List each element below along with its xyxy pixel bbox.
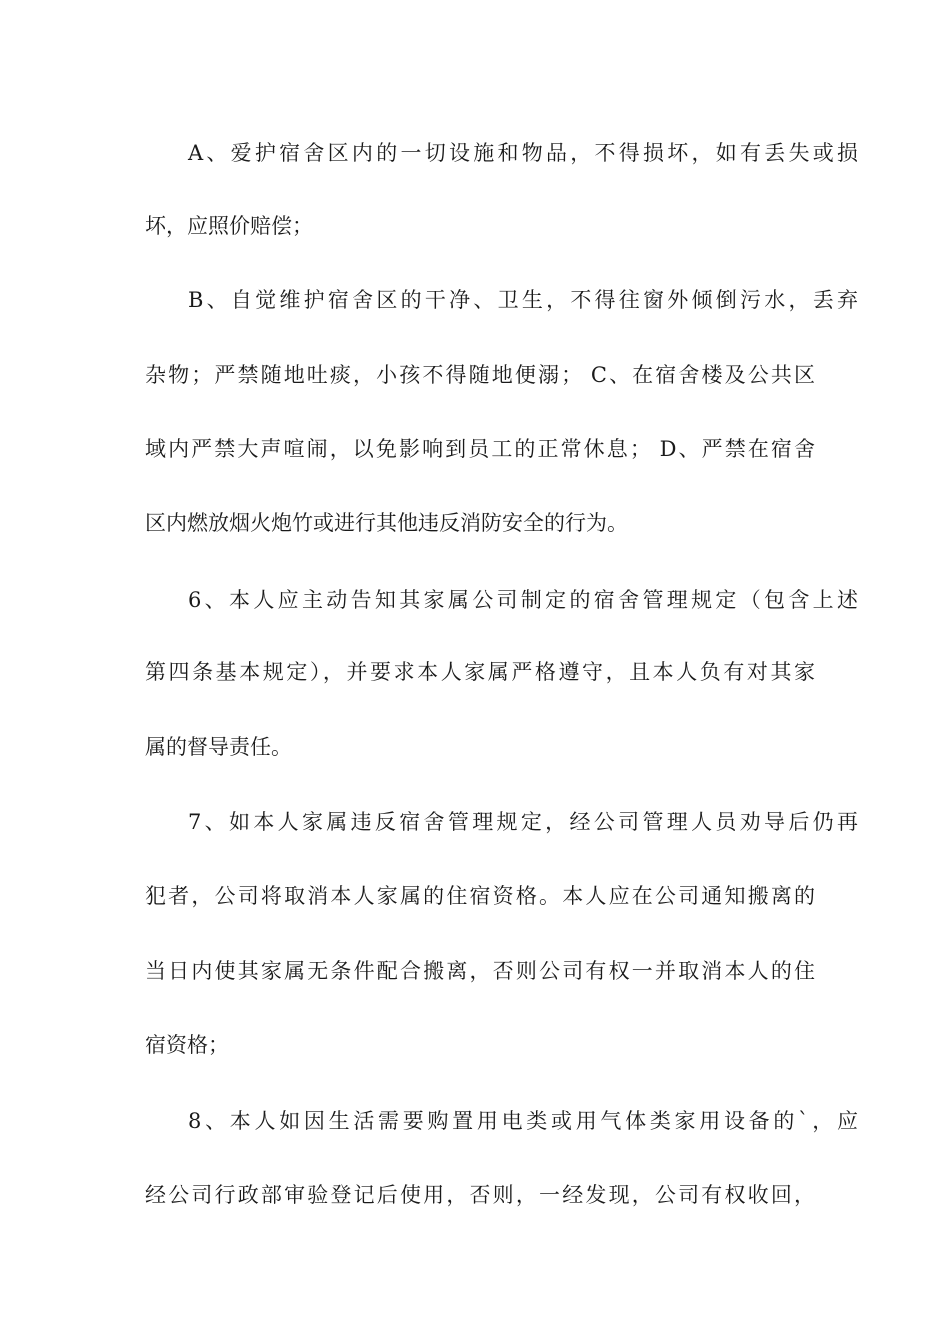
text-line: 属的督导责任。 — [145, 735, 292, 759]
text-line: A、爱护宿舍区内的一切设施和物品，不得损坏，如有丢失或损 — [188, 141, 858, 165]
text-line: B、自觉维护宿舍区的干净、卫生，不得往窗外倾倒污水，丢弃 — [188, 288, 858, 312]
text-line: 经公司行政部审验登记后使用，否则，一经发现，公司有权收回， — [145, 1183, 815, 1207]
text-line: 区内燃放烟火炮竹或进行其他违反消防安全的行为。 — [145, 511, 628, 535]
text-line: 当日内使其家属无条件配合搬离，否则公司有权一并取消本人的住 — [145, 959, 815, 983]
text-line: 宿资格； — [145, 1033, 229, 1057]
text-line: 7、如本人家属违反宿舍管理规定，经公司管理人员劝导后仍再 — [188, 810, 858, 834]
text-line: 6、本人应主动告知其家属公司制定的宿舍管理规定（包含上述 — [188, 588, 858, 612]
text-line: 杂物；严禁随地吐痰，小孩不得随地便溺； C、在宿舍楼及公共区 — [145, 363, 815, 387]
text-line: 犯者，公司将取消本人家属的住宿资格。本人应在公司通知搬离的 — [145, 884, 815, 908]
text-line: 坏，应照价赔偿； — [145, 214, 313, 238]
text-line: 域内严禁大声喧闹，以免影响到员工的正常休息； D、严禁在宿舍 — [145, 437, 815, 461]
text-line: 第四条基本规定），并要求本人家属严格遵守，且本人负有对其家 — [145, 660, 815, 684]
text-line: 8、本人如因生活需要购置用电类或用气体类家用设备的`，应 — [188, 1109, 858, 1133]
